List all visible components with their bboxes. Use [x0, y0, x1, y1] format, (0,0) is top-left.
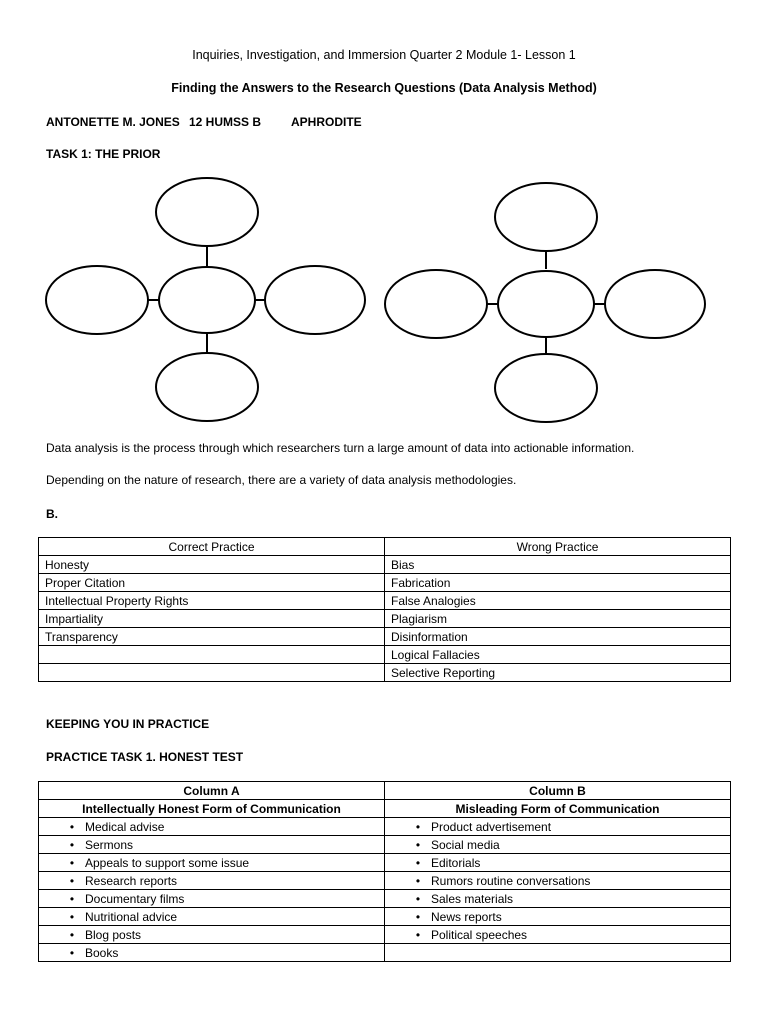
table-row: [39, 556, 731, 574]
web-left-top-node: [156, 178, 258, 246]
misleading-cell: [385, 908, 731, 926]
honest-item: Nutritional advice: [85, 909, 178, 924]
honest-cell: [39, 908, 385, 926]
misleading-item: News reports: [431, 909, 502, 924]
misleading-item: Sales materials: [431, 891, 514, 906]
table-row: [39, 908, 731, 926]
web-left-left-node: [46, 266, 148, 334]
bullet-icon: •: [69, 837, 75, 852]
web-right-bottom-node: [495, 354, 597, 422]
column-header-correct: Correct Practice: [39, 538, 385, 556]
table-subheader-row: [39, 800, 731, 818]
web-left-bottom-node: [156, 353, 258, 421]
wrong-practice-cell: Selective Reporting: [385, 664, 731, 682]
honest-cell: [39, 836, 385, 854]
misleading-item: Rumors routine conversations: [431, 873, 591, 888]
table-row: [39, 592, 731, 610]
bullet-icon: •: [69, 819, 75, 834]
document-subtitle: Finding the Answers to the Research Questions (Data Analysis Method): [171, 81, 597, 95]
web-left-center-node: [159, 267, 255, 333]
honest-cell: [39, 818, 385, 836]
table-row: [39, 664, 731, 682]
document-title: Inquiries, Investigation, and Immersion Quarter 2 Module 1- Lesson 1: [192, 48, 576, 62]
keeping-practice-heading: KEEPING YOU IN PRACTICE: [46, 717, 210, 731]
misleading-cell: [385, 890, 731, 908]
paragraph-methodologies: Depending on the nature of research, there are a variety of data analysis methodologies.: [46, 473, 517, 487]
misleading-cell: [385, 872, 731, 890]
honest-item: Appeals to support some issue: [85, 855, 250, 870]
table-row: [39, 854, 731, 872]
student-name: ANTONETTE M. JONES: [46, 115, 180, 129]
correct-practice-cell: Intellectual Property Rights: [39, 592, 385, 610]
table-row: [39, 610, 731, 628]
table-header-row: [39, 538, 731, 556]
table-row: [39, 628, 731, 646]
table-row: [39, 944, 731, 962]
concept-web-diagrams: [0, 170, 768, 435]
student-section: 12 HUMSS B: [189, 115, 262, 129]
web-right-right-node: [605, 270, 705, 338]
concept-web-right: [385, 183, 705, 422]
wrong-practice-cell: Bias: [385, 556, 731, 574]
honest-cell: [39, 890, 385, 908]
web-right-left-node: [385, 270, 487, 338]
misleading-cell: [385, 926, 731, 944]
bullet-icon: •: [69, 855, 75, 870]
misleading-item: Political speeches: [431, 927, 528, 942]
bullet-icon: •: [69, 927, 75, 942]
column-a-header: Column A: [39, 782, 385, 800]
correct-practice-cell: Honesty: [39, 556, 385, 574]
web-right-center-node: [498, 271, 594, 337]
table-row: [39, 890, 731, 908]
bullet-icon: •: [415, 891, 421, 906]
column-b-header: Column B: [385, 782, 731, 800]
table-row: [39, 872, 731, 890]
bullet-icon: •: [69, 909, 75, 924]
honest-cell: [39, 944, 385, 962]
wrong-practice-cell: Fabrication: [385, 574, 731, 592]
bullet-icon: •: [415, 927, 421, 942]
section-b-label: B.: [46, 507, 58, 521]
correct-practice-cell: [39, 646, 385, 664]
concept-web-left: [46, 178, 365, 421]
honest-cell: [39, 872, 385, 890]
honest-cell: [39, 926, 385, 944]
misleading-cell: [385, 854, 731, 872]
honest-item: Sermons: [85, 837, 134, 852]
honest-item: Research reports: [85, 873, 178, 888]
honest-item: Medical advise: [85, 819, 165, 834]
table-row: [39, 646, 731, 664]
practice-task-heading: PRACTICE TASK 1. HONEST TEST: [46, 750, 244, 764]
wrong-practice-cell: Logical Fallacies: [385, 646, 731, 664]
bullet-icon: •: [69, 891, 75, 906]
bullet-icon: •: [415, 819, 421, 834]
web-left-right-node: [265, 266, 365, 334]
wrong-practice-cell: False Analogies: [385, 592, 731, 610]
correct-practice-cell: [39, 664, 385, 682]
misleading-cell: [385, 836, 731, 854]
table-row: [39, 926, 731, 944]
column-a-subheader: Intellectually Honest Form of Communication: [39, 800, 385, 818]
column-header-wrong: Wrong Practice: [385, 538, 731, 556]
bullet-icon: •: [69, 873, 75, 888]
bullet-icon: •: [415, 837, 421, 852]
correct-practice-cell: Proper Citation: [39, 574, 385, 592]
bullet-icon: •: [69, 945, 75, 960]
bullet-icon: •: [415, 873, 421, 888]
paragraph-definition: Data analysis is the process through which researchers turn a large amount of data into actionable information.: [46, 441, 635, 455]
correct-practice-cell: Impartiality: [39, 610, 385, 628]
misleading-item: Product advertisement: [431, 819, 552, 834]
table-header-row: [39, 782, 731, 800]
misleading-item: Social media: [431, 837, 500, 852]
correct-practice-cell: Transparency: [39, 628, 385, 646]
wrong-practice-cell: Disinformation: [385, 628, 731, 646]
web-right-top-node: [495, 183, 597, 251]
practice-table: [38, 537, 731, 682]
honest-item: Blog posts: [85, 927, 142, 942]
bullet-icon: •: [415, 909, 421, 924]
honest-test-table: [38, 781, 731, 962]
misleading-item: Editorials: [431, 855, 481, 870]
honest-item: Documentary films: [85, 891, 185, 906]
column-b-subheader: Misleading Form of Communication: [385, 800, 731, 818]
table-row: [39, 574, 731, 592]
misleading-cell: [385, 944, 731, 962]
honest-item: Books: [85, 945, 119, 960]
table-row: [39, 818, 731, 836]
misleading-cell: [385, 818, 731, 836]
bullet-icon: •: [415, 855, 421, 870]
table-row: [39, 836, 731, 854]
task1-heading: TASK 1: THE PRIOR: [46, 147, 161, 161]
student-group: APHRODITE: [291, 115, 362, 129]
wrong-practice-cell: Plagiarism: [385, 610, 731, 628]
honest-cell: [39, 854, 385, 872]
